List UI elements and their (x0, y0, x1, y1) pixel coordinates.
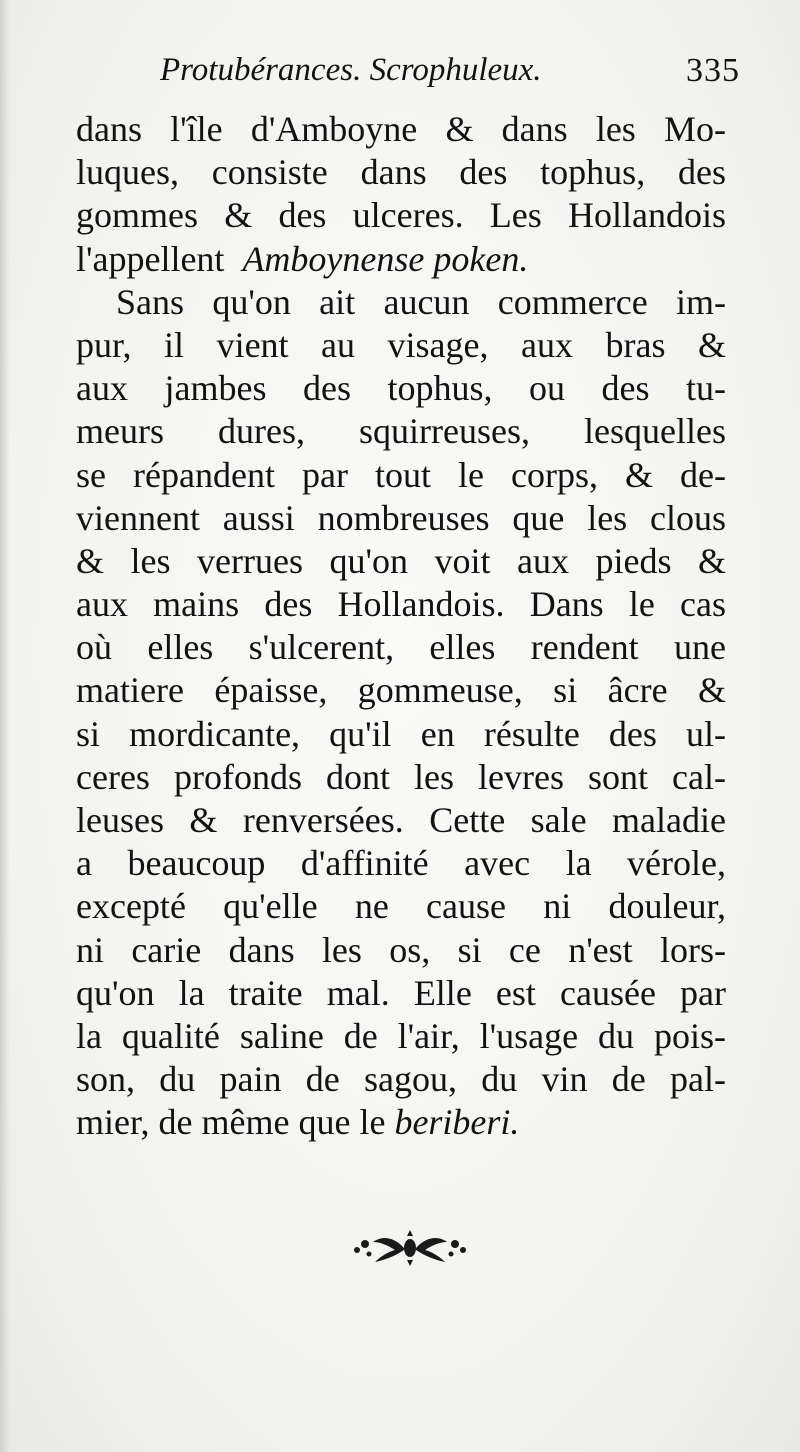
text-line: son, du pain de sagou, du vin de pal- (76, 1059, 726, 1100)
running-title: Protubérances. Scrophuleux. (160, 52, 542, 88)
text-line: a beaucoup d'affinité avec la vérole, (76, 843, 726, 884)
text-line: la qualité saline de l'air, l'usage du pois- (76, 1015, 726, 1056)
text-line: ni carie dans les os, si ce n'est lors- (76, 929, 726, 970)
paragraph-start-line: Sans qu'on ait aucun commerce im- (116, 281, 726, 322)
text-fragment: mier, de même que le (76, 1102, 386, 1143)
text-line (76, 238, 726, 281)
running-header (160, 52, 740, 102)
show-through-line (76, 1120, 736, 1164)
text-line: gommes & des ulceres. Les Hollandois (76, 195, 726, 236)
text-line: aux jambes des tophus, ou des tu- (76, 368, 726, 409)
text-line: se répandent par tout le corps, & de- (76, 454, 726, 495)
text-fragment: l'appellent (76, 238, 225, 279)
floral-fleuron-icon (345, 1228, 475, 1268)
text-line: qu'on la traite mal. Elle est causée par (76, 972, 726, 1013)
text-line: dans l'île d'Amboyne & dans les Mo- (76, 109, 726, 149)
text-line: meurs dures, squirreuses, lesquelles (76, 411, 726, 452)
show-through-line (76, 1164, 736, 1208)
text-line: pur, il vient au visage, aux bras & (76, 324, 726, 365)
text-line: où elles s'ulcerent, elles rendent une (76, 627, 726, 668)
text-line: luques, consiste dans des tophus, des (76, 152, 726, 193)
italic-term-amboynense: Amboynense poken. (242, 238, 529, 279)
text-line: leuses & renversées. Cette sale maladie (76, 800, 726, 840)
text-line: matiere épaisse, gommeuse, si âcre & (76, 670, 726, 711)
page-edge-shadow (0, 0, 10, 1452)
text-line: & les verrues qu'on voit aux pieds & (76, 540, 726, 581)
text-line: ceres profonds dont les levres sont cal- (76, 756, 726, 797)
page-number: 335 (686, 52, 740, 89)
italic-term-beriberi: beriberi. (394, 1102, 520, 1143)
text-line: aux mains des Hollandois. Dans le cas (76, 584, 726, 625)
text-line: si mordicante, qu'il en résulte des ul- (76, 713, 726, 754)
body-text (76, 108, 726, 1145)
text-line: excepté qu'elle ne cause ni douleur, (76, 886, 726, 927)
text-line: viennent aussi nombreuses que les clous (76, 497, 726, 538)
